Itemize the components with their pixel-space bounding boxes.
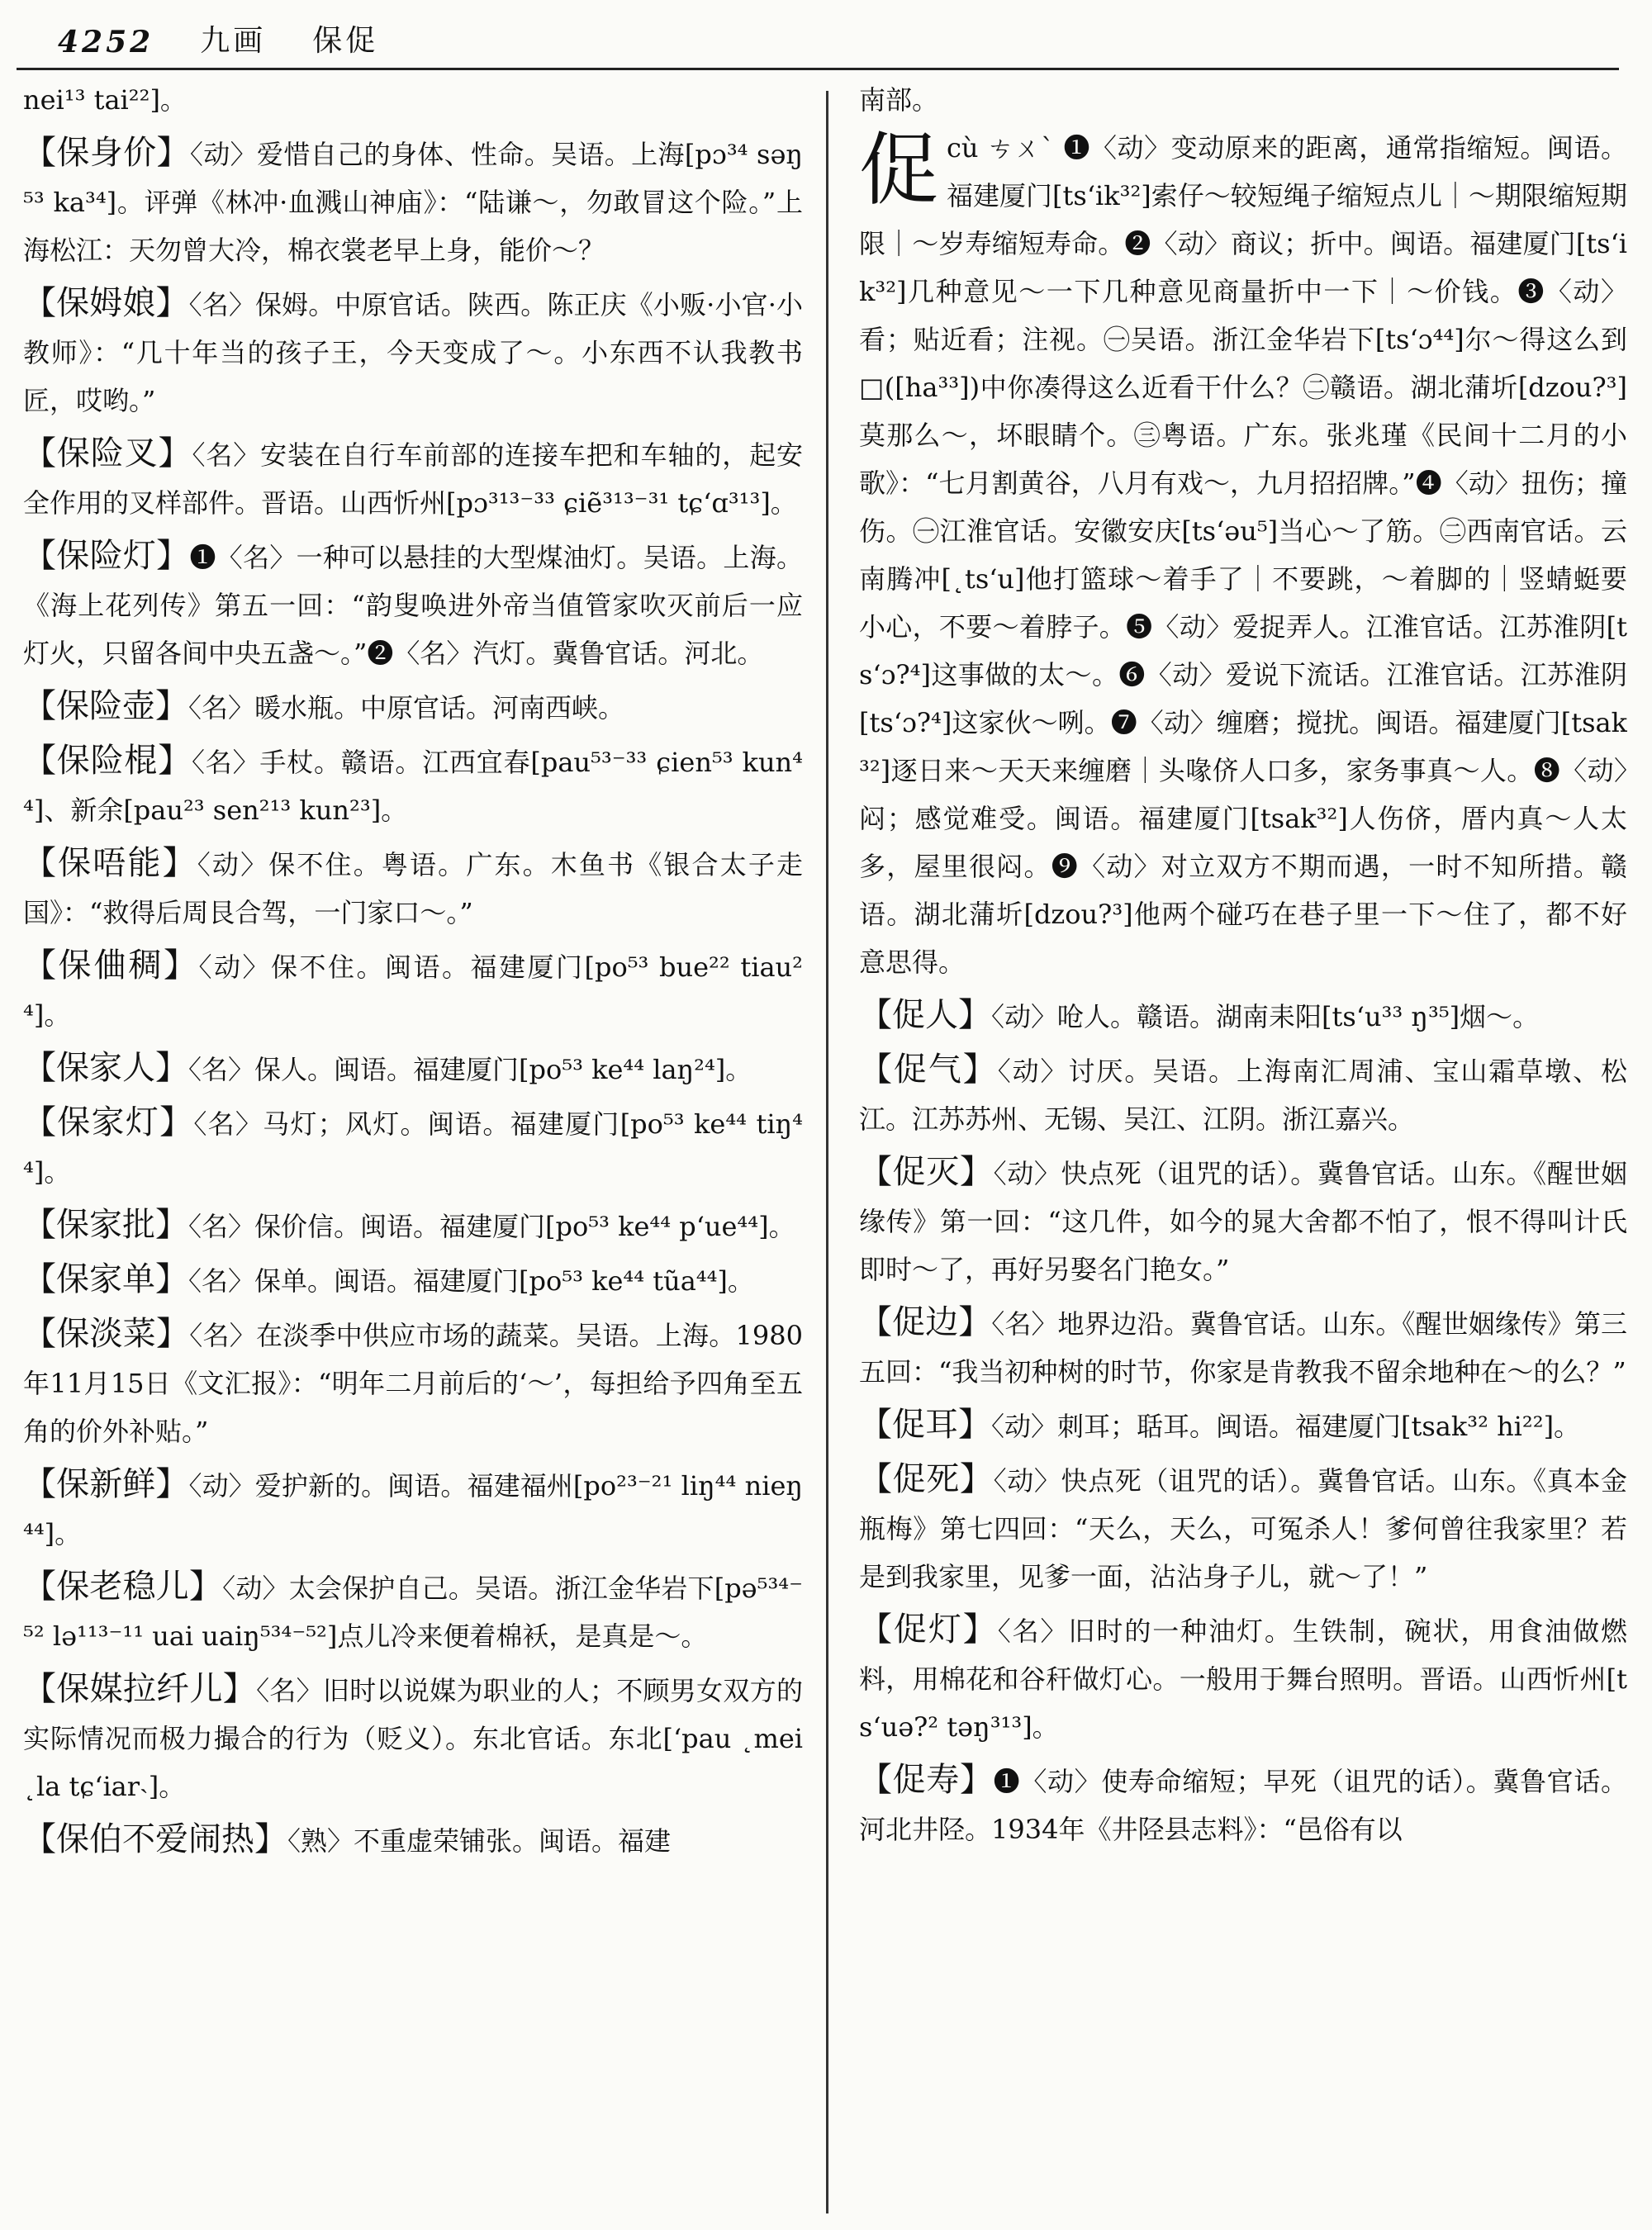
entry-definition: 〈名〉马灯；风灯。闽语。福建厦门[po⁵³ ke⁴⁴ tiŋ⁴⁴]。: [23, 1108, 803, 1188]
dictionary-entry: [23, 1044, 803, 1094]
entry-definition: 〈动〉讨厌。吴语。上海南汇周浦、宝山霜草墩、松江。江苏苏州、无锡、吴江、江阴。浙江嘉兴。: [859, 1056, 1627, 1135]
dictionary-entry: [23, 279, 803, 425]
dictionary-entry: [859, 1455, 1627, 1601]
entry-definition: 〈动〉保不住。闽语。福建厦门[po⁵³ bue²² tiau²⁴]。: [23, 951, 803, 1031]
entry-headword: 【保险棍】: [23, 742, 192, 780]
entry-headword: 【保家批】: [23, 1206, 188, 1244]
dictionary-entry: [23, 942, 803, 1039]
dictionary-entry: [23, 682, 803, 732]
right-lead-text: 南部。: [859, 84, 939, 116]
head-character-body: cù ㄘㄨˋ ❶〈动〉变动原来的距离，通常指缩短。闽语。福建厦门[ts‘ik³²]索仔～较短绳子缩短点儿｜～期限缩短期限｜～岁寿缩短寿命。❷〈动〉商议；折中。闽语。福建厦门[ts‘ik³²]几种意见～一下几种意见商量折中一下｜～价钱。❸〈动〉看；贴近看；注视。㊀吴语。浙江金华岩下[ts‘ɔ⁴⁴]尔～得这么到□([ha³³])中你凑得这么近看干什么？㊁赣语。湖北蒲圻[dzou?³]莫那么～，坏眼睛个。㊂粤语。广东。张兆瑾《民间十二月的小歌》：“七月割黄谷，八月有戏～，九月招招牌。”❹〈动〉扭伤；撞伤。㊀江淮官话。安徽安庆[ts‘əu⁵]当心～了筋。㊁西南官话。云南腾冲[˛ts‘u]他打篮球～着手了｜不要跳，～着脚的｜竖蜻蜓要小心，不要～着脖子。❺〈动〉爱捉弄人。江淮官话。江苏淮阴[ts‘ɔ?⁴]这事做的太～。❻〈动〉爱说下流话。江淮官话。江苏淮阴[ts‘ɔ?⁴]这家伙～咧。❼〈动〉缠磨；搅扰。闽语。福建厦门[tsak³²]逐日来～天天来缠磨｜头喙侪人口多，家务事真～人。❽〈动〉闷；感觉难受。闽语。福建厦门[tsak³²]人伤侪，厝内真～人太多，屋里很闷。❾〈动〉对立双方不期而遇，一时不知所措。赣语。湖北蒲圻[dzou?³]他两个碰巧在巷子里一下～住了，都不好意思得。: [859, 132, 1627, 978]
entry-headword: 【保家单】: [23, 1260, 188, 1298]
dictionary-entry: [859, 1046, 1627, 1143]
dictionary-entry: [23, 1665, 803, 1810]
entry-headword: 【促灯】: [859, 1611, 998, 1649]
page-header: [58, 18, 1602, 59]
entry-headword: 【保险灯】: [23, 537, 190, 575]
head-character: 促: [859, 124, 938, 216]
entry-headword: 【保淡菜】: [23, 1315, 190, 1353]
dictionary-entry: [23, 1201, 803, 1250]
entry-headword: 【促耳】: [859, 1406, 991, 1444]
entry-headword: 【保老稳儿】: [23, 1568, 223, 1606]
entry-definition: nei¹³ tai²²]。: [23, 84, 187, 116]
entry-definition: 〈名〉暖水瓶。中原官话。河南西峡。: [188, 692, 625, 724]
entry-headword: 【保㑋稠】: [23, 947, 199, 985]
header-chars: 保促: [312, 24, 379, 58]
right-column: [859, 76, 1627, 2215]
entry-headword: 【保身价】: [23, 134, 190, 172]
entry-definition: 〈动〉快点死（诅咒的话）。冀鲁官话。山东。《醒世姻缘传》第一回：“这几件，如今的晁大舍都不怕了，恨不得叫计氏即时～了，再好另娶名门艳女。”: [859, 1158, 1627, 1285]
left-column: [23, 76, 803, 2215]
entry-definition: 〈名〉旧时的一种油灯。生铁制，碗状，用食油做燃料，用棉花和谷秆做灯心。一般用于舞台照明。晋语。山西忻州[ts‘uə?² təŋ³¹³]。: [859, 1616, 1627, 1743]
entry-definition: 〈名〉旧时以说媒为职业的人；不顾男女双方的实际情况而极力撮合的行为（贬义）。东北官话。东北[‘pau ˛mei ˛la tɕ‘iar˴]。: [23, 1675, 803, 1802]
dictionary-entry: [23, 1460, 803, 1558]
header-rule: [17, 68, 1619, 70]
dictionary-entry: [23, 737, 803, 834]
dictionary-entry: [23, 1098, 803, 1196]
entry-definition: 〈动〉保不住。粤语。广东。木鱼书《银合太子走国》：“救得后周艮合驾，一门家口～。”: [23, 849, 803, 928]
entry-headword: 【促气】: [859, 1051, 998, 1089]
entry-definition: 〈动〉爱护新的。闽语。福建福州[po²³⁻²¹ liŋ⁴⁴ nieŋ⁴⁴]。: [23, 1470, 803, 1549]
entry-headword: 【保伯不爱闹热】: [23, 1820, 287, 1858]
dictionary-entry: [23, 1563, 803, 1660]
dictionary-entry: [23, 1310, 803, 1455]
entry-headword: 【促边】: [859, 1303, 992, 1341]
entry-definition: 〈名〉地界边沿。冀鲁官话。山东。《醒世姻缘传》第三五回：“我当初种树的时节，你家是肯教我不留余地种在～的么？”: [859, 1308, 1627, 1388]
dictionary-entry: [23, 1815, 803, 1865]
entry-headword: 【促寿】: [859, 1761, 994, 1799]
entry-definition: 〈动〉太会保护自己。吴语。浙江金华岩下[pə⁵³⁴⁻⁵² lə¹¹³⁻¹¹ uai uaiŋ⁵³⁴⁻⁵²]点儿冷来便着棉袄，是真是～。: [23, 1573, 803, 1652]
dictionary-entry: [859, 1756, 1627, 1853]
dictionary-entry: [23, 1255, 803, 1305]
entry-headword: 【保姆娘】: [23, 284, 189, 322]
dictionary-entry: [859, 1148, 1627, 1293]
dictionary-entry: [859, 1298, 1627, 1396]
dictionary-entry: [23, 532, 803, 677]
column-divider: [826, 91, 828, 2213]
dictionary-entry: [859, 1606, 1627, 1751]
dictionary-entry: [23, 429, 803, 527]
entry-definition: ❶〈名〉一种可以悬挂的大型煤油灯。吴语。上海。《海上花列传》第五一回：“韵叟唤进外帝当值管家吹灭前后一应灯火，只留各间中央五盏～。”❷〈名〉汽灯。冀鲁官话。河北。: [23, 542, 803, 669]
entry-headword: 【保媒拉纤儿】: [23, 1670, 257, 1708]
dictionary-entry: [859, 1401, 1627, 1450]
entry-definition: 〈熟〉不重虚荣铺张。闽语。福建: [287, 1825, 672, 1857]
entry-headword: 【保险壶】: [23, 687, 188, 725]
entry-definition: 〈名〉保价信。闽语。福建厦门[po⁵³ ke⁴⁴ p‘ue⁴⁴]。: [188, 1211, 795, 1242]
dictionary-entry: [23, 76, 803, 124]
entry-definition: 〈名〉安装在自行车前部的连接车把和车轴的，起安全作用的叉样部件。晋语。山西忻州[pɔ³¹³⁻³³ ɕiẽ³¹³⁻³¹ tɕ‘ɑ³¹³]。: [23, 439, 803, 519]
entry-headword: 【保家人】: [23, 1049, 188, 1087]
entry-definition: 〈名〉保人。闽语。福建厦门[po⁵³ ke⁴⁴ laŋ²⁴]。: [188, 1054, 752, 1085]
dictionary-entry: [23, 129, 803, 274]
entry-definition: 〈动〉爱惜自己的身体、性命。吴语。上海[pɔ³⁴ səŋ⁵³ ka³⁴]。评弹《林冲·血溅山神庙》：“陆谦～，勿敢冒这个险。”上海松江：天勿曾大冷，棉衣裳老早上身，能价～？: [23, 139, 803, 266]
entry-headword: 【保唔能】: [23, 844, 197, 882]
entry-headword: 【保险叉】: [23, 434, 192, 472]
entry-definition: 〈动〉刺耳；聒耳。闽语。福建厦门[tsak³² hi²²]。: [991, 1411, 1581, 1442]
page-number: 4252: [58, 25, 154, 59]
entry-headword: 【保家灯】: [23, 1103, 194, 1141]
entry-definition: 〈名〉保单。闽语。福建厦门[po⁵³ ke⁴⁴ tũa⁴⁴]。: [188, 1265, 754, 1297]
entry-definition: 〈动〉呛人。赣语。湖南耒阳[ts‘u³³ ŋ³⁵]烟～。: [991, 1001, 1540, 1032]
entry-definition: ❶〈动〉使寿命缩短；早死（诅咒的话）。冀鲁官话。河北井陉。1934年《井陉县志料》：“邑俗有以: [859, 1766, 1627, 1845]
entry-definition: 〈名〉在淡季中供应市场的蔬菜。吴语。上海。1980年11月15日《文汇报》：“明年二月前后的‘～’，每担给予四角至五角的价外补贴。”: [23, 1320, 803, 1447]
entry-definition: 〈名〉保姆。中原官话。陕西。陈正庆《小贩·小官·小教师》：“几十年当的孩子王，今天变成了～。小东西不认我教书匠，哎哟。”: [23, 289, 803, 416]
entry-definition: 〈动〉快点死（诅咒的话）。冀鲁官话。山东。《真本金瓶梅》第七四回：“天么，天么，可冤杀人！爹何曾往我家里？若是到我家里，见爹一面，沾沾身子儿，就～了！”: [859, 1465, 1627, 1592]
entry-headword: 【保新鲜】: [23, 1465, 189, 1503]
entry-headword: 【促死】: [859, 1460, 994, 1498]
entry-headword: 【促人】: [859, 996, 991, 1034]
dictionary-entry: [23, 839, 803, 937]
headchar-entry: [859, 124, 1627, 986]
section-label: 九画: [200, 24, 267, 58]
entry-definition: 〈名〉手杖。赣语。江西宜春[pau⁵³⁻³³ ɕien⁵³ kun⁴⁴]、新余[pau²³ sen²¹³ kun²³]。: [23, 747, 803, 826]
entry-headword: 【促灭】: [859, 1153, 994, 1191]
right-entries: [859, 991, 1627, 1853]
dictionary-entry: [859, 991, 1627, 1041]
